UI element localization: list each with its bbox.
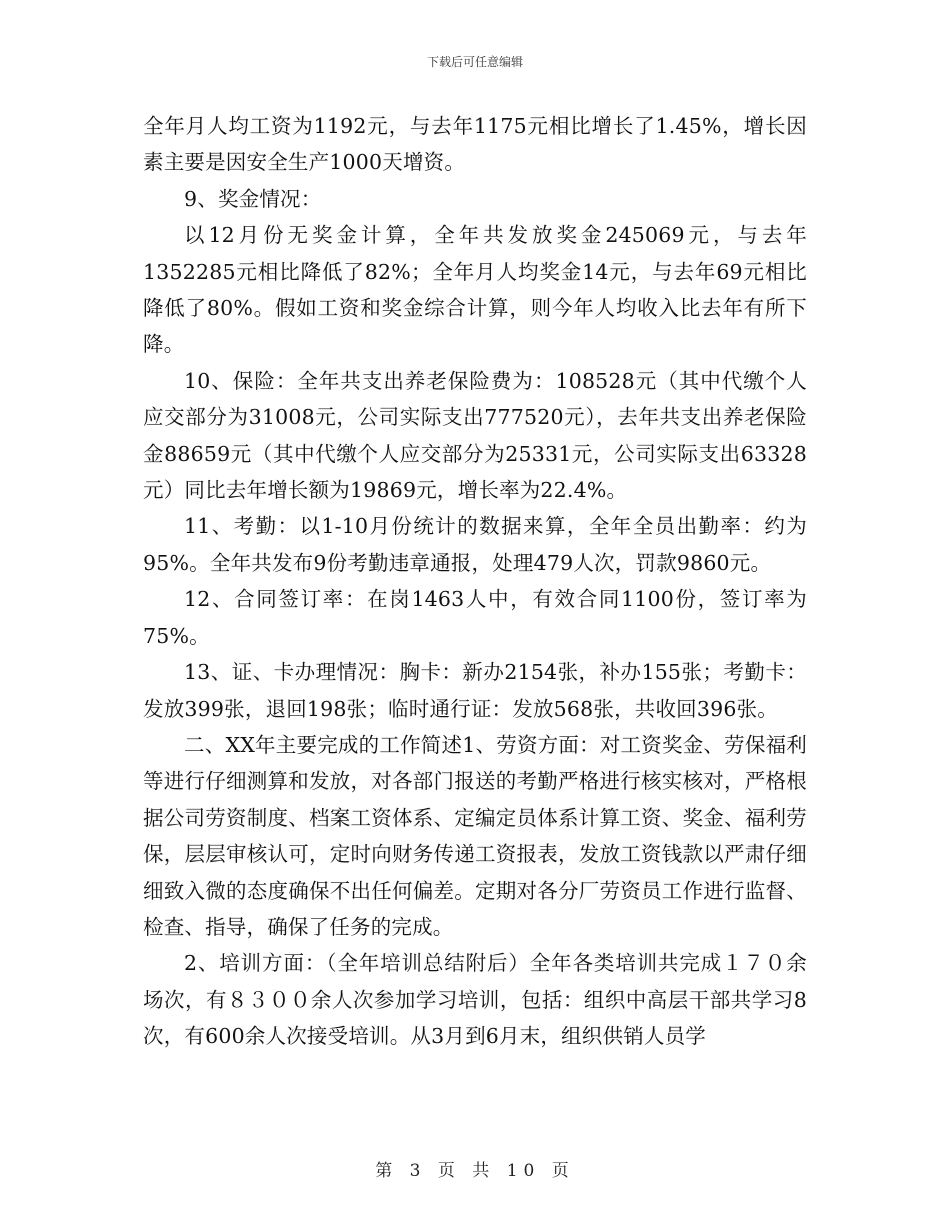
paragraph-salary: 全年月人均工资为1192元，与去年1175元相比增长了1.45%，增长因素主要是因安全生产1000天增资。 xyxy=(143,114,807,175)
page-footer: 第 3 页 共 10 页 xyxy=(375,1161,575,1181)
paragraph-cards: 13、证、卡办理情况：胸卡：新办2154张，补办155张；考勤卡：发放399张，退回198张；临时通行证：发放568张，共收回396张。 xyxy=(143,660,807,721)
document-body xyxy=(143,108,807,1055)
paragraph-attendance: 11、考勤：以1-10月份统计的数据来算，全年全员出勤率：约为95%。全年共发布9份考勤违章通报，处理479人次，罚款9860元。 xyxy=(143,514,807,575)
paragraph-bonus-heading: 9、奖金情况： xyxy=(184,186,322,211)
paragraph-work-summary: 二、XX年主要完成的工作简述1、劳资方面：对工资奖金、劳保福利等进行仔细测算和发放，对各部门报送的考勤严格进行核实核对，严格根据公司劳资制度、档案工资体系、定编定员体系计算工资、奖金、福利劳保，层层审核认可，定时向财务传递工资报表，发放工资钱款以严肃仔细细致入微的态度确保不出任何偏差。定期对各分厂劳资员工作进行监督、检查、指导，确保了任务的完成。 xyxy=(143,732,807,939)
page-header: 下载后可任意编辑 xyxy=(426,55,523,69)
paragraph-training: 2、培训方面：（全年培训总结附后）全年各类培训共完成１７０余场次，有８３００余人次参加学习培训，包括：组织中高层干部共学习8次，有600余人次接受培训。从3月到6月末，组织供销人员学 xyxy=(143,951,807,1049)
paragraph-contract: 12、合同签订率：在岗1463人中，有效合同1100份，签订率为75%。 xyxy=(143,587,807,648)
paragraph-insurance: 10、保险：全年共支出养老保险费为：108528元（其中代缴个人应交部分为31008元，公司实际支出777520元），去年共支出养老保险金88659元（其中代缴个人应交部分为25331元，公司实际支出63328元）同比去年增长额为19869元，增长率为22.4%。 xyxy=(143,368,807,503)
paragraph-bonus: 以12月份无奖金计算，全年共发放奖金245069元，与去年1352285元相比降低了82%；全年月人均奖金14元，与去年69元相比降低了80%。假如工资和奖金综合计算，则今年人均收入比去年有所下降。 xyxy=(143,223,807,357)
